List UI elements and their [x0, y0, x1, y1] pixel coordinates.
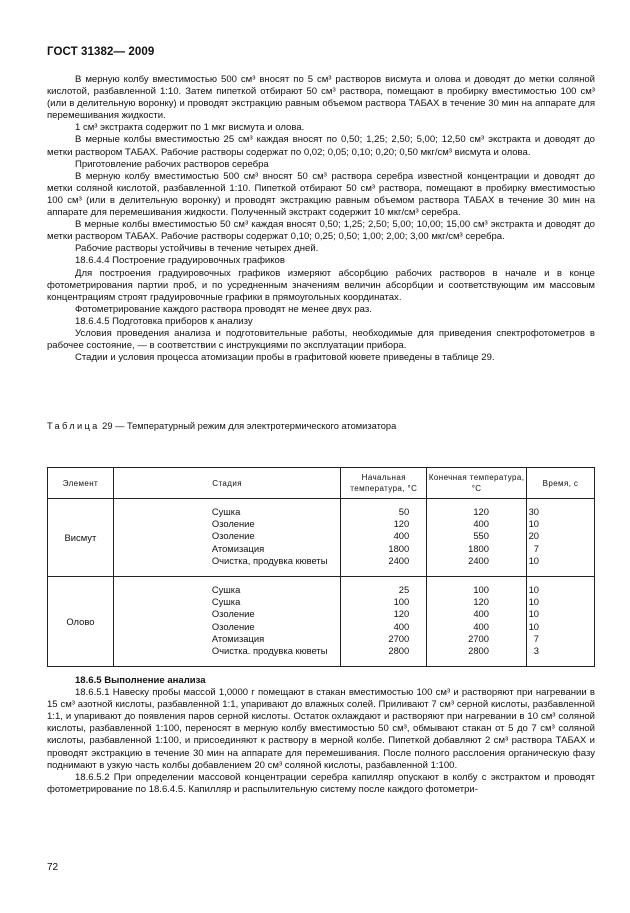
time-cell: 10 10 10 10 7 3 [526, 577, 594, 667]
paragraph: В мерную колбу вместимостью 500 см³ вносят 50 см³ раствора серебра известной концентрации и доводят до метки соляной кислотой, разбавленной 1:10. Пипеткой отбирают 50 см³ раствора, помещают в пробирку вместимостью 100 см³ (или в делительную воронку) и проводят экстракцию равным объемом раствора ТАБАХ в течение 30 мин на аппарате для перемешивания жидкости. Полученный экстракт содержит 10 мкг/см³ серебра. [47, 170, 595, 219]
table-caption [47, 421, 396, 431]
temperature-table [47, 467, 595, 667]
header-cell: Элемент [48, 468, 114, 499]
time-cell: 30 10 20 7 10 [526, 499, 594, 577]
section-heading: 18.6.4.5 Подготовка приборов к анализу [75, 315, 253, 327]
header-cell: Начальная температура, °C [341, 468, 427, 499]
section-heading: 18.6.4.4 Построение градуировочных графиков [75, 255, 285, 267]
element-cell: Олово [48, 577, 114, 667]
paragraph: Рабочие растворы устойчивы в течение четырех дней. [75, 243, 319, 255]
paragraph: 18.6.5.1 Навеску пробы массой 1,0000 г помещают в стакан вместимостью 100 см³ и растворяют при нагревании в 15 см³ азотной кислоты, разбавленной 1:1, упаривают до влажных солей. Приливают 7 см³ серной кислоты, разбавленной 1:1, и упаривают до появления паров серной кислоты. Остаток охлаждают и растворяют при нагревании в 10 см³ соляной кислоты, разбавленной 1:100, переносят в мерную колбу вместимостью 50 см³, обмывают стакан от 5 до 7 см³ соляной кислоты, разбавленной 1:100, и присоединяют к раствору в мерной колбе. Пипеткой добавляют 2 см³ раствора ТАБАХ и проводят экстракцию в течение 30 мин на аппарате для перемешивания. После полного расслоения органическую фазу поднимают в узкую часть колбы добавлением 20 см³ соляной кислоты, разбавленной 1:100. [47, 687, 595, 771]
paragraph: В мерную колбу вместимостью 500 см³ вносят по 5 см³ растворов висмута и олова и доводят до метки соляной кислотой, разбавленной 1:10. Затем пипеткой отбирают 50 см³ раствора, помещают в пробирку вместимостью 100 см³ (или в делительную воронку) и проводят экстракцию равным объемом раствора ТАБАХ в течение 30 мин на аппарате для перемешивания жидкости. [47, 74, 595, 122]
paragraph: В мерные колбы вместимостью 50 см³ каждая вносят 0,50; 1,25; 2,50; 5,00; 10,00; 15,00 см³ экстракта и доводят до метки раствором ТАБАХ. Рабочие растворы содержат 0,10; 0,25; 0,50; 1,00; 2,00; 3,00 мкг/см³ серебра. [47, 219, 595, 243]
paragraph: В мерные колбы вместимостью 25 см³ каждая вносят по 0,50; 1,25; 2,50; 5,00; 12,50 см³ экстракта и доводят до метки раствором ТАБАХ. Рабочие растворы содержат по 0,02; 0,05; 0,10; 0,20; 0,50 мкг/см³ висмута и олова. [47, 134, 595, 158]
paragraph: Приготовление рабочих растворов серебра [75, 158, 269, 170]
table-row [48, 499, 595, 577]
end-temp-cell: 100 120 400 400 2700 2800 [427, 577, 527, 667]
table-caption-word: Таблица [47, 421, 100, 431]
start-temp-cell: 50 120 400 1800 2400 [341, 499, 427, 577]
body-text-top [47, 74, 595, 364]
document-header: ГОСТ 31382— 2009 [47, 46, 155, 58]
section-heading: 18.6.5 Выполнение анализа [75, 675, 206, 686]
table-row [48, 577, 595, 667]
page-number: 72 [47, 862, 59, 873]
paragraph: 1 см³ экстракта содержит по 1 мкг висмута и олова. [75, 122, 305, 134]
header-cell: Стадия [113, 468, 341, 499]
table-caption-text: 29 — Температурный режим для электротермического атомизатора [99, 421, 397, 431]
header-cell: Конечная температура, °C [427, 468, 527, 499]
end-temp-cell: 120 400 550 1800 2400 [427, 499, 527, 577]
element-cell: Висмут [48, 499, 114, 577]
paragraph: 18.6.5.2 При определении массовой концентрации серебра капилляр опускают в колбу с экстрактом и проводят фотометрирование по 18.6.4.5. Капилляр и распылительную систему после каждого фотометри- [47, 771, 595, 795]
paragraph: Стадии и условия процесса атомизации пробы в графитовой кювете приведены в таблице 29. [75, 352, 495, 364]
paragraph: Условия проведения анализа и подготовительные работы, необходимые для приведения спектрофотометров в рабочее состояние, — в соответствии с инструкциями по эксплуатации прибора. [47, 327, 595, 352]
stage-cell: Сушка Сушка Озоление Озоление Атомизация Очистка. продувка кюветы [113, 577, 341, 667]
paragraph: Фотометрирование каждого раствора проводят не менее двух раз. [75, 303, 372, 315]
header-cell: Время, с [526, 468, 594, 499]
body-text-bottom [47, 675, 595, 796]
table-header-row [48, 468, 595, 499]
stage-cell: Сушка Озоление Озоление Атомизация Очистка, продувка кюветы [113, 499, 341, 577]
start-temp-cell: 25 100 120 400 2700 2800 [341, 577, 427, 667]
paragraph: Для построения градуировочных графиков измеряют абсорбцию рабочих растворов в начале и в конце фотометрирования партии проб, и по усредненным значениям величин абсорбции и соответствующим им массовым концентрациям строят градуировочные графики в прямоугольных координатах. [47, 267, 595, 303]
